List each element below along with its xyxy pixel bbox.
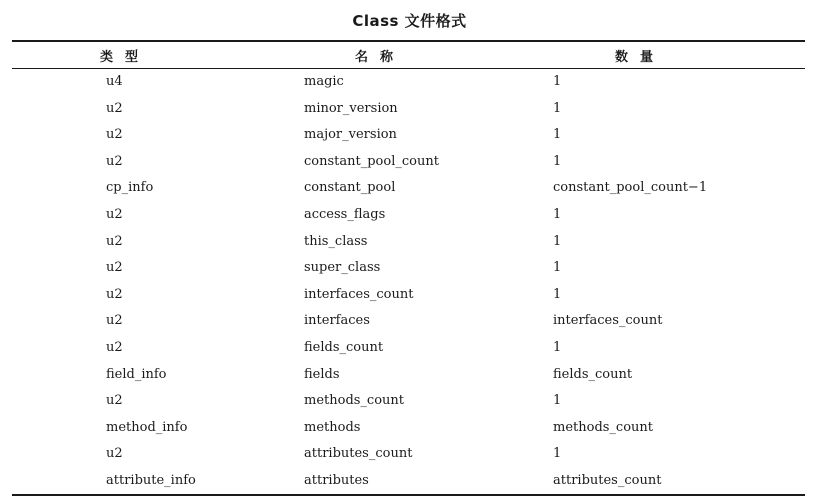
cell-count: 1 [553,339,562,355]
cell-type: u2 [106,260,123,276]
cell-count: constant_pool_count−1 [553,180,708,196]
cell-name: minor_version [304,100,398,116]
cell-name: major_version [304,127,397,143]
table-top-rule [12,40,805,42]
table-caption: Class 文件格式 [352,12,467,30]
cell-type: u2 [106,313,123,329]
cell-count: 1 [553,446,562,462]
cell-count: 1 [553,393,562,409]
table-row [0,309,819,336]
table-row [0,389,819,416]
cell-name: attributes [304,472,369,488]
cell-type: u2 [106,127,123,143]
cell-type: cp_info [106,180,154,196]
cell-type: method_info [106,419,188,435]
table-row [0,230,819,257]
table-row [0,150,819,177]
table-row [0,283,819,310]
cell-type: field_info [106,366,167,382]
cell-count: 1 [553,206,562,222]
cell-count: 1 [553,286,562,302]
cell-name: constant_pool [304,180,396,196]
table-row [0,336,819,363]
cell-name: magic [304,74,344,89]
table-row [0,203,819,230]
cell-type: u2 [106,153,123,169]
table-row [0,70,819,97]
cell-name: methods [304,419,361,435]
cell-count: 1 [553,233,562,249]
cell-name: access_flags [304,206,386,222]
cell-name: interfaces_count [304,286,414,302]
table-row [0,256,819,283]
cell-type: u2 [106,206,123,222]
cell-type: u2 [106,100,123,116]
cell-count: 1 [553,127,562,143]
cell-name: super_class [304,260,381,276]
cell-type: u4 [106,74,123,89]
table-header-rule [12,68,805,69]
table-row [0,176,819,203]
cell-name: fields_count [304,339,384,355]
table-bottom-rule [12,494,805,496]
cell-count: attributes_count [553,472,662,488]
header-count: 数量 [614,50,665,65]
table-row [0,97,819,124]
cell-count: 1 [553,100,562,116]
cell-count: interfaces_count [553,313,663,329]
cell-name: fields [304,366,340,382]
table-row [0,363,819,390]
table-row [0,442,819,469]
cell-name: this_class [304,233,368,249]
header-name: 名称 [354,50,405,65]
table-row [0,469,819,496]
table-row [0,123,819,150]
cell-type: u2 [106,286,123,302]
cell-count: fields_count [553,366,633,382]
cell-type: u2 [106,339,123,355]
table-body [0,70,819,496]
cell-count: 1 [553,153,562,169]
cell-name: interfaces [304,313,370,329]
cell-type: u2 [106,233,123,249]
cell-count: methods_count [553,419,654,435]
cell-name: constant_pool_count [304,153,439,169]
cell-name: attributes_count [304,446,413,462]
cell-count: 1 [553,260,562,276]
cell-type: u2 [106,393,123,409]
cell-name: methods_count [304,393,405,409]
cell-type: attribute_info [106,472,196,488]
cell-type: u2 [106,446,123,462]
table-row [0,416,819,443]
header-type: 类型 [99,50,150,65]
cell-count: 1 [553,74,562,89]
